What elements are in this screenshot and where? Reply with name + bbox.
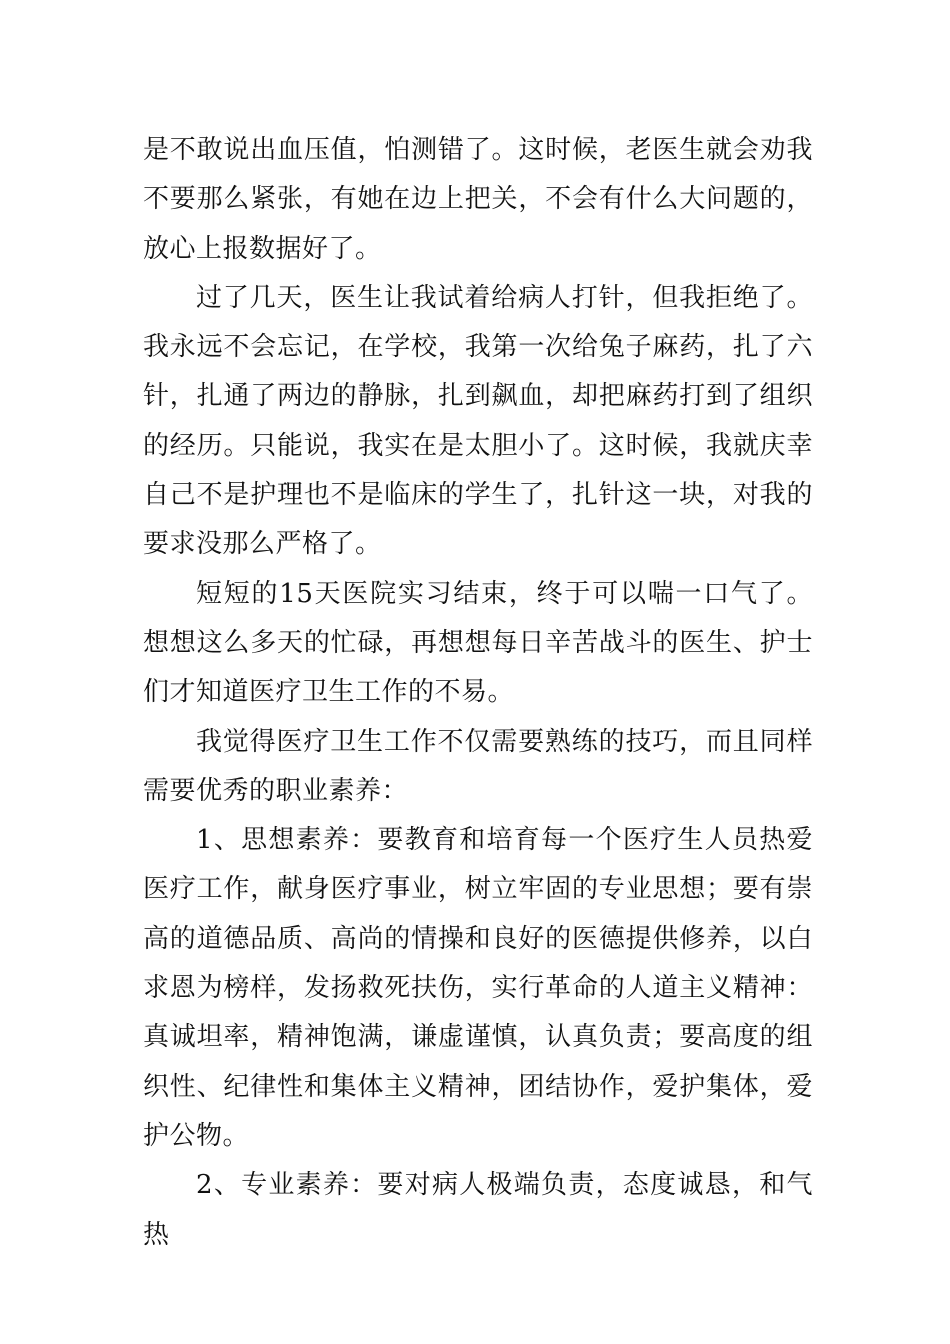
paragraph-ideological-quality: 1、思想素养：要教育和培育每一个医疗生人员热爱医疗工作，献身医疗事业，树立牢固的专业思想；要有崇高的道德品质、高尚的情操和良好的医德提供修养，以白求恩为榜样，发扬救死扶伤，实行革命的人道主义精神：真诚坦率，精神饱满，谦虚谨慎，认真负责；要高度的组织性、纪律性和集体主义精神，团结协作，爱护集体，爱护公物。 bbox=[143, 825, 813, 1151]
document-body bbox=[143, 126, 813, 1260]
paragraph-professional-quality: 2、专业素养：要对病人极端负责，态度诚恳，和气热 bbox=[143, 1170, 813, 1250]
paragraph-professional-qualities-intro: 我觉得医疗卫生工作不仅需要熟练的技巧，而且同样需要优秀的职业素养： bbox=[143, 726, 813, 806]
paragraph-injection-refusal: 过了几天，医生让我试着给病人打针，但我拒绝了。我永远不会忘记，在学校，我第一次给兔子麻药，扎了六针，扎通了两边的静脉，扎到飙血，却把麻药打到了组织的经历。只能说，我实在是太胆小了。这时候，我就庆幸自己不是护理也不是临床的学生了，扎针这一块，对我的要求没那么严格了。 bbox=[143, 282, 813, 560]
paragraph-continuation: 是不敢说出血压值，怕测错了。这时候，老医生就会劝我不要那么紧张，有她在边上把关，不会有什么大问题的，放心上报数据好了。 bbox=[143, 135, 813, 264]
paragraph-internship-end: 短短的15天医院实习结束，终于可以喘一口气了。想想这么多天的忙碌，再想想每日辛苦战斗的医生、护士们才知道医疗卫生工作的不易。 bbox=[143, 578, 813, 708]
